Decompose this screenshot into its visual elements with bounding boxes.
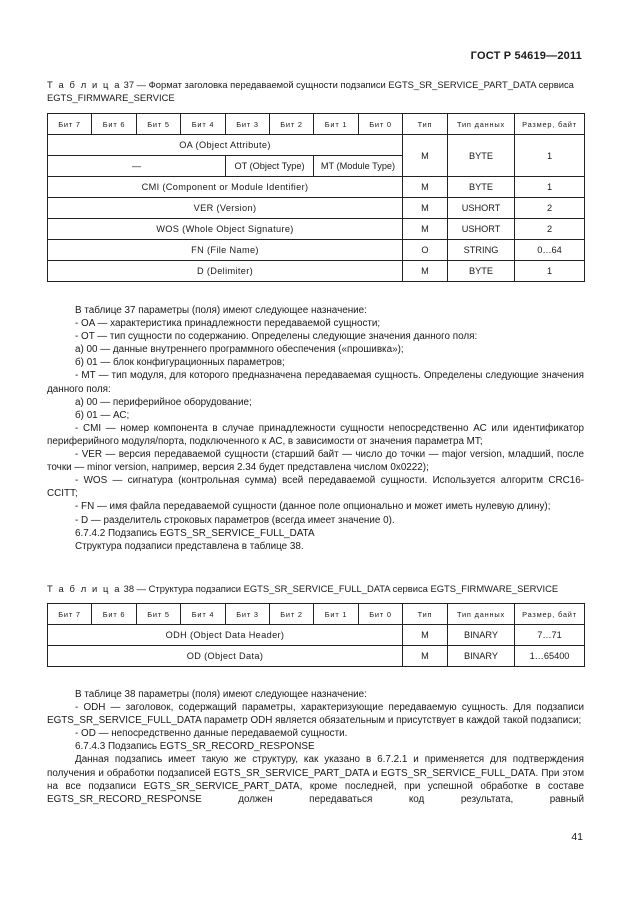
paragraph: В таблице 37 параметры (поля) имеют следующее назначение: <box>75 305 367 316</box>
wos-size: 2 <box>515 219 585 240</box>
oa-label: OA (Object Attribute) <box>48 135 403 156</box>
column-header: Бит 1 <box>314 604 359 625</box>
d-label: D (Delimiter) <box>48 261 403 282</box>
column-header: Бит 0 <box>359 604 403 625</box>
odh-label: ODH (Object Data Header) <box>48 625 403 646</box>
fn-type: O <box>403 240 448 261</box>
column-header: Бит 5 <box>137 604 181 625</box>
paragraph: - ODH — заголовок, содержащий параметры, характеризующие передаваемую сущность. Для подзаписи EGTS_SR_SERVICE_FULL_DATA параметр ODH является обязательным и присутствует в каждой такой подзаписи; <box>47 702 584 727</box>
table-row <box>48 646 585 667</box>
odh-size: 7…71 <box>515 625 585 646</box>
paragraph: - VER — версия передаваемой сущности (старший байт — число до точки — major version, младший, после точки — minor version, например, версия 2.34 будет представлена числом 0x0222); <box>47 449 584 474</box>
table-row <box>48 261 585 282</box>
d-data-type: BYTE <box>448 261 515 282</box>
section-heading: 6.7.4.3 Подзапись EGTS_SR_RECORD_RESPONSE <box>75 741 315 753</box>
d-type: M <box>403 261 448 282</box>
column-header: Бит 5 <box>137 114 181 135</box>
paragraph: а) 00 — периферийное оборудование; <box>75 396 252 408</box>
ot-label: OT (Object Type) <box>226 156 314 177</box>
column-header: Бит 2 <box>270 604 314 625</box>
column-header: Бит 7 <box>48 604 92 625</box>
column-header: Бит 0 <box>359 114 403 135</box>
oa-type: M <box>403 135 448 177</box>
paragraph: - FN — имя файла передаваемой сущности (данное поле опционально и может иметь нулевую длину); <box>75 501 551 513</box>
fn-data-type: STRING <box>448 240 515 261</box>
paragraph: - OD — непосредственно данные передаваемой сущности. <box>75 728 348 740</box>
table-37-description <box>47 304 584 553</box>
paragraph: - CMI — номер компонента в случае принадлежности сущности непосредственно АС или идентификатор периферийного модуля/порта, подключенного к АС, в зависимости от значения параметра MT; <box>47 422 584 447</box>
wos-data-type: USHORT <box>448 219 515 240</box>
cmi-label: CMI (Component or Module Identifier) <box>48 177 403 198</box>
table-row <box>48 219 585 240</box>
odh-data-type: BINARY <box>448 625 515 646</box>
oa-size: 1 <box>515 135 585 177</box>
table-row <box>48 135 585 156</box>
table-37-caption <box>47 79 584 104</box>
table-row <box>48 198 585 219</box>
mt-label: MT (Module Type) <box>314 156 403 177</box>
paragraph: - OA — характеристика принадлежности передаваемой сущности; <box>75 318 381 330</box>
column-header: Бит 3 <box>226 114 270 135</box>
column-header: Бит 7 <box>48 114 92 135</box>
table-38 <box>47 603 585 667</box>
wos-type: M <box>403 219 448 240</box>
od-label: OD (Object Data) <box>48 646 403 667</box>
table-38-header-row <box>48 604 585 625</box>
paragraph: - WOS — сигнатура (контрольная сумма) всей передаваемой сущности. Используется алгоритм CRC16-CCITT; <box>47 475 584 500</box>
odh-type: M <box>403 625 448 646</box>
column-header: Тип данных <box>448 114 515 135</box>
table-38-caption-prefix: Т а б л и ц а <box>47 583 122 594</box>
paragraph: Данная подзапись имеет такую же структуру, как указано в 6.7.2.1 и применяется для подтверждения получения и обработки подзаписей EGTS_SR_SERVICE_PART_DATA и EGTS_SR_SERVICE_FULL_DATA. При этом на все подзаписи EGTS_SR_SERVICE_PART_DATA, кроме последней, при успешной обработке в составе EGTS_SR_RECORD_RESPONSE должен передаваться код результата, равный <box>47 754 584 805</box>
table-38-caption <box>47 583 584 596</box>
paragraph: - MT — тип модуля, для которого предназначена передаваемая сущность. Определены следующие значения данного поля: <box>47 370 584 395</box>
od-size: 1…65400 <box>515 646 585 667</box>
wos-label: WOS (Whole Object Signature) <box>48 219 403 240</box>
table-row <box>48 625 585 646</box>
column-header: Размер, байт <box>515 114 585 135</box>
page-number: 41 <box>571 831 583 843</box>
table-38-caption-text: 38 — Структура подзаписи EGTS_SR_SERVICE_FULL_DATA сервиса EGTS_FIRMWARE_SERVICE <box>121 583 559 594</box>
fn-label: FN (File Name) <box>48 240 403 261</box>
column-header: Бит 1 <box>314 114 359 135</box>
ver-label: VER (Version) <box>48 198 403 219</box>
column-header: Тип <box>403 604 448 625</box>
column-header: Тип <box>403 114 448 135</box>
paragraph: Структура подзаписи представлена в таблице 38. <box>75 540 304 552</box>
section-heading: 6.7.4.2 Подзапись EGTS_SR_SERVICE_FULL_DATA <box>75 527 315 539</box>
column-header: Размер, байт <box>515 604 585 625</box>
oa-data-type: BYTE <box>448 135 515 177</box>
ver-size: 2 <box>515 198 585 219</box>
fn-size: 0…64 <box>515 240 585 261</box>
table-37 <box>47 113 585 282</box>
d-size: 1 <box>515 261 585 282</box>
column-header: Бит 6 <box>92 604 137 625</box>
reserved-bits-dash: — <box>48 156 226 177</box>
od-type: M <box>403 646 448 667</box>
paragraph: - OT — тип сущности по содержанию. Определены следующие значения данного поля: <box>75 331 478 343</box>
paragraph: б) 01 — блок конфигурационных параметров; <box>75 357 285 369</box>
standard-header: ГОСТ Р 54619—2011 <box>470 50 582 62</box>
column-header: Тип данных <box>448 604 515 625</box>
od-data-type: BINARY <box>448 646 515 667</box>
ver-data-type: USHORT <box>448 198 515 219</box>
table-row <box>48 177 585 198</box>
column-header: Бит 3 <box>226 604 270 625</box>
table-37-header-row <box>48 114 585 135</box>
ver-type: M <box>403 198 448 219</box>
table-38-description <box>47 688 584 806</box>
paragraph: б) 01 — АС; <box>75 409 130 421</box>
table-37-caption-text: 37 — Формат заголовка передаваемой сущности подзаписи EGTS_SR_SERVICE_PART_DATA сервиса EGTS_FIRMWARE_SERVICE <box>47 79 574 103</box>
paragraph: - D — разделитель строковых параметров (всегда имеет значение 0). <box>75 514 395 526</box>
column-header: Бит 6 <box>92 114 137 135</box>
column-header: Бит 4 <box>181 604 226 625</box>
table-row <box>48 240 585 261</box>
paragraph: В таблице 38 параметры (поля) имеют следующее назначение: <box>75 689 367 700</box>
cmi-data-type: BYTE <box>448 177 515 198</box>
table-37-caption-prefix: Т а б л и ц а <box>47 79 122 90</box>
cmi-type: M <box>403 177 448 198</box>
cmi-size: 1 <box>515 177 585 198</box>
paragraph: а) 00 — данные внутреннего программного обеспечения («прошивка»); <box>75 344 404 356</box>
column-header: Бит 2 <box>270 114 314 135</box>
column-header: Бит 4 <box>181 114 226 135</box>
